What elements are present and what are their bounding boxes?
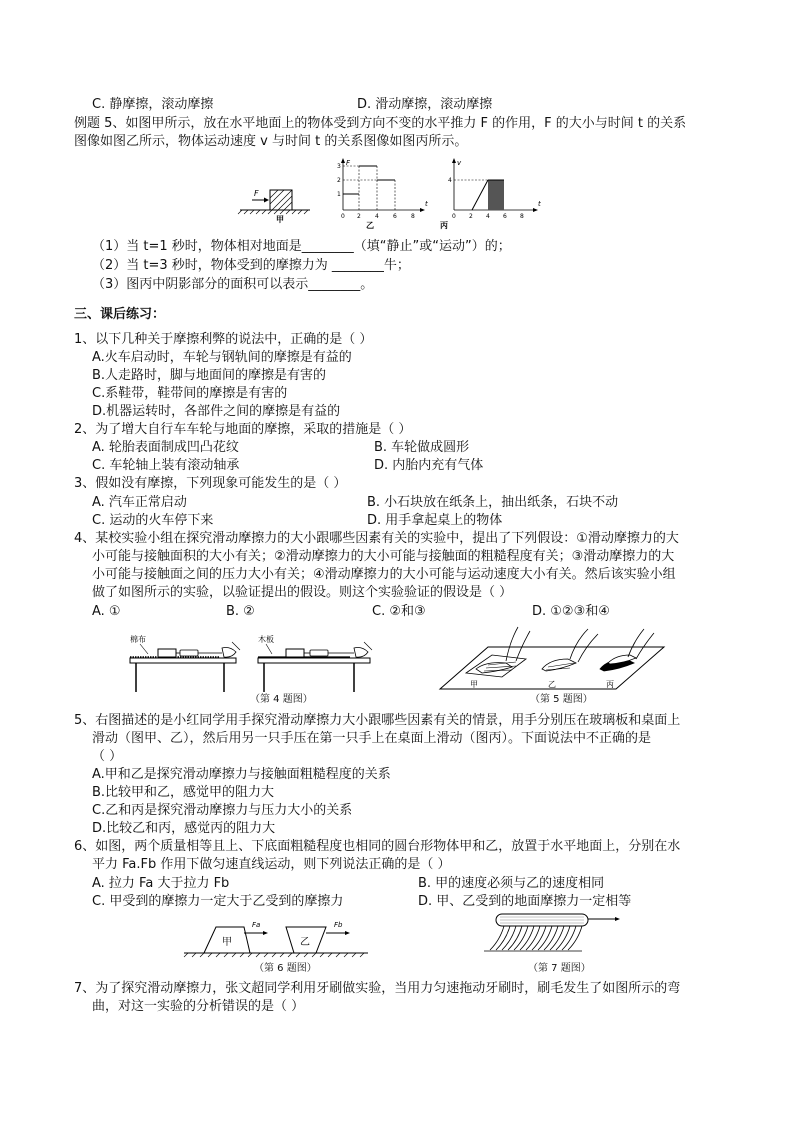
- figure6-caption: （第 6 题图）: [254, 963, 317, 974]
- figure4-friction-tables: [126, 628, 376, 698]
- figure4-label-board: 木板: [258, 635, 274, 644]
- figure7-toothbrush: [482, 910, 622, 960]
- figure7-caption: （第 7 题图）: [528, 963, 591, 974]
- example5-figure-jia: [232, 178, 312, 226]
- q5-line2: 滑动（图甲、乙），然后用另一只手压在第一只手上在桌面上滑动（图丙）。下面说法中不正确的是: [92, 731, 652, 746]
- q1-option-c: C.系鞋带，鞋带间的摩擦是有害的: [92, 386, 288, 401]
- axis-label-t-bing: t: [538, 200, 541, 208]
- figure6-label-fb: Fb: [334, 921, 343, 929]
- q2-option-d: D. 内胎内充有气体: [374, 458, 484, 473]
- tick-x-4-bing: 4: [486, 213, 490, 220]
- figure6-label-fa: Fa: [252, 921, 261, 929]
- figure-label-yi: 乙: [366, 221, 374, 230]
- tick-x-4: 4: [375, 213, 379, 220]
- figure4-label-cloth: 棉布: [130, 635, 146, 644]
- q4-option-a: A. ①: [92, 604, 121, 619]
- q7-line1: 7、为了探究滑动摩擦力，张文超同学利用牙刷做实验，当用力匀速拖动牙刷时，刷毛发生了如图所示的弯: [74, 981, 681, 996]
- force-label-F: F: [254, 189, 259, 198]
- tick-F-3: 3: [337, 163, 341, 170]
- section-heading-homework: 三、课后练习：: [74, 307, 166, 322]
- q1-stem: 1、以下几种关于摩擦利弊的说法中，正确的是（ ）: [74, 332, 373, 347]
- q4-line2: 小可能与接触面积的大小有关；②滑动摩擦力的大小可能与接触面的粗糙程度有关；③滑动摩擦力的大: [92, 549, 675, 564]
- q3-option-b: B. 小石块放在纸条上，抽出纸条，石块不动: [367, 495, 619, 510]
- figure-label-bing: 丙: [440, 221, 448, 230]
- axis-label-v: v: [457, 159, 462, 167]
- example5-q1: （1）当 t=1 秒时，物体相对地面是________（填“静止”或“运动”）的；: [92, 239, 511, 254]
- figure4-caption: （第 4 题图）: [250, 694, 313, 705]
- figure5-label-bing: 丙: [606, 680, 614, 689]
- example5-stem-line1: 例题 5、如图甲所示，放在水平地面上的物体受到方向不变的水平推力 F 的作用，F 的大小与时间 t 的关系: [74, 116, 687, 131]
- figure-label-jia: 甲: [276, 215, 284, 224]
- q1-option-d: D.机器运转时，各部件之间的摩擦是有益的: [92, 404, 341, 419]
- tick-F-1: 1: [337, 191, 341, 198]
- q3-option-d: D. 用手拿起桌上的物体: [367, 513, 503, 528]
- tick-x-0: 0: [341, 213, 345, 220]
- axis-label-t: t: [425, 200, 428, 208]
- example5-figure-yi-F-t-graph: [333, 158, 433, 230]
- q4-line3: 小可能与接触面之间的压力大小有关；④滑动摩擦力的大小可能与运动速度大小有关。然后该实验小组: [92, 567, 676, 582]
- figure6-label-yi: 乙: [300, 937, 310, 948]
- q5-line1: 5、右图描述的是小红同学用手探究滑动摩擦力大小跟哪些因素有关的情景，用手分别压在玻璃板和桌面上: [74, 713, 681, 728]
- q2-option-b: B. 车轮做成圆形: [374, 440, 470, 455]
- example5-q3: （3）图丙中阴影部分的面积可以表示________。: [92, 277, 374, 292]
- q4-option-b: B. ②: [226, 604, 255, 619]
- example5-stem-line2: 图像如图乙所示，物体运动速度 v 与时间 t 的关系图像如图丙所示。: [74, 134, 468, 149]
- figure5-label-jia: 甲: [470, 680, 478, 689]
- q6-option-d: D. 甲、乙受到的地面摩擦力一定相等: [418, 894, 632, 909]
- tick-x-2-bing: 2: [469, 213, 473, 220]
- q6-option-a: A. 拉力 Fa 大于拉力 Fb: [92, 876, 230, 891]
- q5-option-b: B.比较甲和乙，感觉甲的阻力大: [92, 785, 275, 800]
- q6-line1: 6、如图，两个质量相等且上、下底面粗糙程度也相同的圆台形物体甲和乙，放置于水平地面上，分别在水: [74, 839, 681, 854]
- q4-option-d: D. ①②③和④: [532, 604, 610, 619]
- q2-option-a: A. 轮胎表面制成凹凸花纹: [92, 440, 239, 455]
- q6-line2: 平力 Fa.Fb 作用下做匀速直线运动，则下列说法正确的是（ ）: [92, 857, 451, 872]
- q4-option-c: C. ②和③: [372, 604, 426, 619]
- example5-figure-bing-v-t-graph: [440, 158, 550, 230]
- q4-line4: 做了如图所示的实验，以验证提出的假设。则这个实验验证的假设是（ ）: [92, 585, 513, 600]
- axis-label-F: F: [346, 159, 351, 167]
- prev-option-c: C. 静摩擦，滚动摩擦: [92, 97, 214, 112]
- q3-option-a: A. 汽车正常启动: [92, 495, 187, 510]
- q4-line1: 4、某校实验小组在探究滑动摩擦力的大小跟哪些因素有关的实验中，提出了下列假设：①滑动摩擦力的大: [74, 531, 679, 546]
- prev-option-d: D. 滑动摩擦，滚动摩擦: [357, 97, 493, 112]
- tick-x-0-bing: 0: [452, 213, 456, 220]
- tick-x-6: 6: [393, 213, 397, 220]
- tick-x-8-bing: 8: [520, 213, 524, 220]
- q5-option-a: A.甲和乙是探究滑动摩擦力与接触面粗糙程度的关系: [92, 767, 391, 782]
- q6-option-b: B. 甲的速度必须与乙的速度相同: [418, 876, 605, 891]
- figure5-caption: （第 5 题图）: [530, 694, 593, 705]
- figure5-label-yi: 乙: [548, 680, 556, 689]
- q5-line3: （ ）: [92, 749, 123, 764]
- figure5-hands-sliding: [436, 625, 668, 693]
- q6-option-c: C. 甲受到的摩擦力一定大于乙受到的摩擦力: [92, 894, 344, 909]
- q5-option-d: D.比较乙和丙，感觉丙的阻力大: [92, 821, 276, 836]
- q2-stem: 2、为了增大自行车车轮与地面的摩擦，采取的措施是（ ）: [74, 422, 412, 437]
- q3-stem: 3、假如没有摩擦，下列现象可能发生的是（ ）: [74, 476, 347, 491]
- tick-x-2: 2: [357, 213, 361, 220]
- figure6-frustums: [182, 913, 370, 957]
- example5-q2: （2）当 t=3 秒时，物体受到的摩擦力为 ________牛；: [92, 258, 410, 273]
- q2-option-c: C. 车轮轴上装有滚动轴承: [92, 458, 240, 473]
- q3-option-c: C. 运动的火车停下来: [92, 513, 214, 528]
- tick-F-2: 2: [337, 177, 341, 184]
- tick-x-6-bing: 6: [503, 213, 507, 220]
- q1-option-a: A.火车启动时，车轮与钢轨间的摩擦是有益的: [92, 350, 352, 365]
- tick-v-4: 4: [448, 177, 452, 184]
- q1-option-b: B.人走路时，脚与地面间的摩擦是有害的: [92, 368, 327, 383]
- figure6-label-jia: 甲: [222, 937, 232, 948]
- tick-x-8: 8: [411, 213, 415, 220]
- q5-option-c: C.乙和丙是探究滑动摩擦力与压力大小的关系: [92, 803, 353, 818]
- q7-line2: 曲，对这一实验的分析错误的是（ ）: [92, 999, 305, 1014]
